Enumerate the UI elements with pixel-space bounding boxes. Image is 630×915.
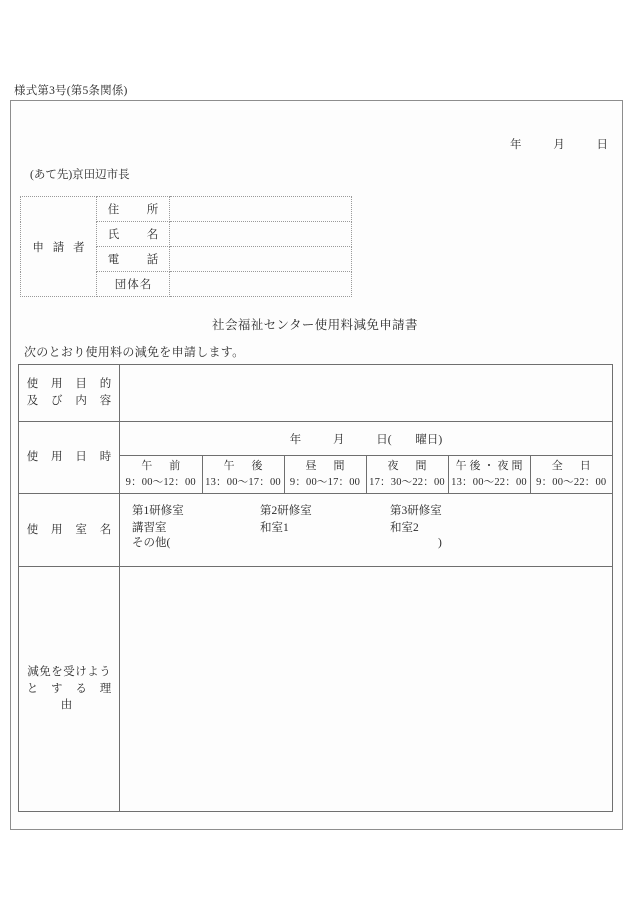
room-option-japanese-1[interactable]: 和室1 bbox=[260, 521, 289, 534]
timeslot-night-name: 夜 間 bbox=[387, 460, 430, 473]
timeslot-table bbox=[120, 456, 612, 493]
timeslot-afternoon[interactable] bbox=[202, 456, 284, 493]
timeslot-allday-name: 全 日 bbox=[551, 460, 594, 473]
room-option-japanese-2[interactable]: 和室2 bbox=[390, 521, 419, 534]
label-reason-line2: と す る 理 由 bbox=[26, 682, 117, 712]
room-selection-cell bbox=[120, 494, 613, 567]
date-day: 日 bbox=[596, 139, 608, 151]
room-option-other-close-paren: ) bbox=[438, 537, 442, 549]
applicant-header: 申 請 者 bbox=[21, 197, 97, 297]
applicant-value-phone[interactable] bbox=[170, 247, 352, 272]
table-row bbox=[21, 197, 352, 222]
timeslot-afternoon-night[interactable] bbox=[448, 456, 530, 493]
label-room-names-text: 使 用 室 名 bbox=[26, 523, 117, 536]
date-month: 月 bbox=[553, 139, 565, 151]
timeslot-afternoon-night-name: 午後・夜間 bbox=[455, 460, 526, 473]
table-row bbox=[120, 456, 612, 493]
applicant-value-organization[interactable] bbox=[170, 272, 352, 297]
addressee: (あて先)京田辺市長 bbox=[30, 169, 130, 181]
timeslot-morning[interactable] bbox=[120, 456, 202, 493]
usage-date-year: 年 bbox=[289, 433, 302, 446]
label-usage-datetime bbox=[19, 422, 120, 494]
timeslot-allday-time: 9：00〜22：00 bbox=[536, 476, 607, 488]
page-title: 社会福祉センター使用料減免申請書 bbox=[212, 318, 418, 332]
table-row-datetime bbox=[19, 422, 613, 456]
room-option-training-1[interactable]: 第1研修室 bbox=[132, 505, 184, 517]
timeslot-night-time: 17：30〜22：00 bbox=[369, 476, 445, 488]
room-column-3 bbox=[390, 503, 442, 536]
timeslot-afternoon-night-time: 13：00〜22：00 bbox=[451, 476, 527, 488]
usage-date-day: 日( bbox=[376, 433, 392, 446]
timeslot-allday[interactable] bbox=[530, 456, 612, 493]
table-row-reason bbox=[19, 567, 613, 812]
value-purpose[interactable] bbox=[120, 365, 613, 422]
applicant-label-address: 住 所 bbox=[97, 197, 170, 222]
timeslot-daytime-time: 9：00〜17：00 bbox=[289, 476, 361, 488]
timeslot-afternoon-name: 午 後 bbox=[223, 460, 266, 473]
timeslot-morning-time: 9：00〜12：00 bbox=[125, 476, 196, 488]
applicant-value-name[interactable] bbox=[170, 222, 352, 247]
timeslot-afternoon-time: 13：00〜17：00 bbox=[205, 476, 281, 488]
room-column-1 bbox=[132, 503, 184, 536]
applicant-label-phone: 電 話 bbox=[97, 247, 170, 272]
applicant-value-address[interactable] bbox=[170, 197, 352, 222]
room-option-training-2[interactable]: 第2研修室 bbox=[260, 505, 312, 517]
applicant-label-organization: 団体名 bbox=[97, 272, 170, 297]
label-purpose bbox=[19, 365, 120, 422]
date-line bbox=[510, 136, 608, 152]
label-reason-line1: 減免を受けよう bbox=[27, 665, 112, 678]
timeslot-night[interactable] bbox=[366, 456, 448, 493]
timeslot-container bbox=[120, 456, 613, 494]
table-row-rooms bbox=[19, 494, 613, 567]
timeslot-morning-name: 午 前 bbox=[141, 460, 184, 473]
table-row-purpose bbox=[19, 365, 613, 422]
date-year: 年 bbox=[510, 139, 522, 151]
applicant-label-name: 氏 名 bbox=[97, 222, 170, 247]
room-column-2 bbox=[260, 503, 312, 536]
label-usage-datetime-text: 使 用 日 時 bbox=[26, 451, 117, 464]
timeslot-daytime[interactable] bbox=[284, 456, 366, 493]
applicant-table bbox=[20, 196, 352, 297]
label-purpose-line2: 及 び 内 容 bbox=[26, 395, 117, 407]
main-form-table bbox=[18, 364, 613, 812]
label-reason bbox=[19, 567, 120, 812]
value-reason[interactable] bbox=[120, 567, 613, 812]
usage-date-weekday: 曜日) bbox=[415, 433, 443, 446]
room-option-lecture[interactable]: 講習室 bbox=[132, 521, 167, 534]
room-option-training-3[interactable]: 第3研修室 bbox=[390, 505, 442, 517]
label-room-names bbox=[19, 494, 120, 567]
timeslot-daytime-name: 昼 間 bbox=[305, 460, 348, 473]
usage-date-input-row[interactable] bbox=[120, 422, 613, 456]
label-purpose-line1: 使 用 目 的 bbox=[26, 378, 117, 391]
room-option-other-label[interactable]: その他( bbox=[132, 537, 171, 549]
intro-sentence: 次のとおり使用料の減免を申請します。 bbox=[24, 345, 245, 359]
form-number: 様式第3号(第5条関係) bbox=[14, 85, 128, 97]
usage-date-month: 月 bbox=[333, 433, 345, 446]
